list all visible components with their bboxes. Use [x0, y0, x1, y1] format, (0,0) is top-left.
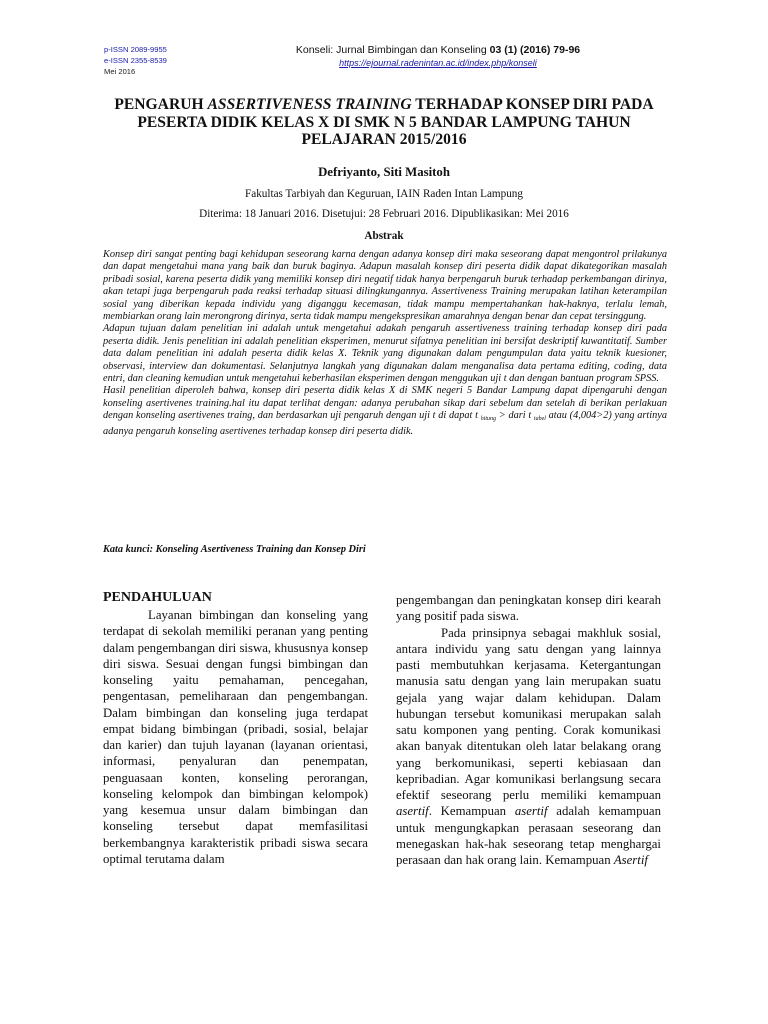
left-paragraph-1: Layanan bimbingan dan konseling yang terdapat di sekolah memiliki peranan yang penting dalam pengembangan diri siswa, khususnya konsep diri siswa. Sesuai dengan fungsi bimbingan dan konseling yaitu pemahaman, pencegahan, pengentasan, pemeliharaan dan pengembangan. Dalam bimbingan dan konseling juga terdapat empat bidang bimbingan (pribadi, sosial, belajar dan karier) dan tujuh layanan (layanan orientasi, informasi, penyaluran dan penempatan, penguasaan konten, konseling perorangan, konseling kelompok dan bimbingan kelompok) yang kesemua unsur dalam bimbingan dan konseling tersebut dapat memfasilitasi berkembangnya karakteristik pribadi siswa secara optimal terutama dalam: [103, 608, 368, 866]
abstract-heading: Abstrak: [364, 230, 404, 242]
right-paragraph-2: [396, 625, 661, 869]
p-issn: p-ISSN 2089-9955: [104, 45, 167, 54]
issn-block: [104, 44, 224, 77]
publication-dates: Diterima: 18 Januari 2016. Disetujui: 28 Februari 2016. Dipublikasikan: Mei 2016: [199, 208, 569, 220]
journal-issue: 03 (1) (2016) 79-96: [489, 44, 581, 56]
section-heading: PENDAHULUAN: [103, 590, 212, 605]
title-part-1: PENGARUH: [114, 96, 204, 113]
right-p2-a: Pada prinsipnya sebagai makhluk sosial, antara individu yang satu dengan yang lainnya pasti membutuhkan kerjasama. Ketergantungan manusia satu dengan yang lain merupakan suatu gejala yang wajar dalam kehidupan. Dalam hubungan tersebut komunikasi merupakan salah satu komponen yang penting. Corak komunikasi akan banyak ditentukan oleh latar belakang orang yang berkomunikasi, seperti kebiasaan dan kepribadian. Agar komunikasi berlangsung secara efektif seseorang perlu memiliki kemampuan: [396, 625, 661, 802]
paper-title: [100, 96, 668, 149]
abstract-body: [103, 249, 667, 438]
term-asertif-2: asertif: [514, 804, 548, 819]
abstract-p3-a: Hasil penelitian diperoleh bahwa, konsep diri peserta didik kelas X di SMK negeri 5 Bandar Lampung dapat dipengaruhi dengan konseling asertivenes training.hal itu dapat terlihat dengan: adanya perubahan sikap dari sebelum dan setelah di berikan perlakuan dengan konseling asertivenes traing, dan berdasarkan uji pengaruh dengan uji t di dapat t: [103, 385, 667, 422]
journal-name: Konseli: Jurnal Bimbingan dan Konseling: [295, 44, 487, 56]
abstract-paragraph-1: Konsep diri sangat penting bagi kehidupan seseorang karna dengan adanya konsep diri maka seseorang dapat mengontrol prilakunya dan dapat mengetahui mana yang baik dan buruk baginya. Adapun masalah konsep diri peserta didik dapat dikategorikan masalah pribadi sosial, karena peserta didik yang memiliki konsep diri negatif tidak hanya berpengaruh buruk terhadap perkembangan dirinya, akan tetapi juga berpengaruh pada reaksi terhadap situasi dilingkungannya. Assertiveness Training merupakan latihan keterampilan sosial yang diberikan kepada individu yang diganggu kecemasan, tidak mampu mempertahankan hak-haknya, terlalu lemah, membiarkan orang lain merongrong dirinya, serta tidak mampu mengekspresikan amarahnya dengan benar dan cepat tersinggung.: [103, 249, 667, 323]
title-italic: ASSERTIVENESS TRAINING: [207, 96, 412, 113]
affiliation: Fakultas Tarbiyah dan Keguruan, IAIN Raden Intan Lampung: [245, 188, 523, 200]
subscript-hitung: hitung: [480, 416, 497, 423]
term-asertif-1: asertif: [396, 804, 429, 819]
subscript-tabel: tabel: [533, 416, 546, 423]
abstract-p3-b: > dari t: [496, 410, 532, 422]
abstract-paragraph-3: [103, 385, 667, 438]
right-column: [396, 592, 661, 868]
right-paragraph-1: pengembangan dan peningkatan konsep diri kearah yang positif pada siswa.: [396, 593, 661, 624]
journal-url-link[interactable]: https://ejournal.radenintan.ac.id/index.php/konseli: [339, 58, 537, 68]
journal-header: [258, 44, 618, 69]
e-issn: e-ISSN 2355-8539: [104, 56, 167, 65]
right-p2-b: . Kemampuan: [428, 804, 507, 819]
abstract-p3-c: atau (4,004>2) yang artinya adanya pengaruh konseling asertivenes terhadap konsep diri peserta didik.: [103, 410, 667, 437]
left-column: [103, 588, 368, 867]
title-part-2: TERHADAP KONSEP DIRI PADA PESERTA DIDIK KELAS X DI SMK N 5 BANDAR LAMPUNG TAHUN PELAJARAN 2015/2016: [137, 96, 654, 148]
keywords: Kata kunci: Konseling Asertiveness Training dan Konsep Diri: [103, 544, 366, 555]
issue-date: Mei 2016: [104, 67, 136, 76]
term-asertif-3: Asertif: [613, 853, 648, 867]
abstract-paragraph-2: Adapun tujuan dalam penelitian ini adalah untuk mengetahui adakah pengaruh assertiveness training terhadap konsep diri pada peserta didik. Jenis penelitian ini adalah penelitian eksperimen, menurut sifatnya penelitian ini bersifat deskriptif kuwantitatif. Sumber data dalam penelitian ini adalah peserta didik kelas X. Teknik yang digunakan dalam pengumpulan data yaitu teknik kuesioner, observasi, interview dan dokumentasi. Selanjutnya langkah yang digunakan dalam menganalisa data pertama editing, coding, data entri, dan cleaning kemudian untuk mengetahui keberhasilan eksperimen dengan menggukan uji t dan dengan bantuan program SPSS.: [103, 323, 667, 385]
right-p2-c: adalah kemampuan untuk mengungkapkan perasaan seseorang dan menegaskan hak-hak seseorang tetap menghargai perasaan dan hak orang lain. Kemampuan: [396, 804, 661, 867]
journal-line: [258, 44, 618, 57]
authors: Defriyanto, Siti Masitoh: [318, 165, 450, 179]
